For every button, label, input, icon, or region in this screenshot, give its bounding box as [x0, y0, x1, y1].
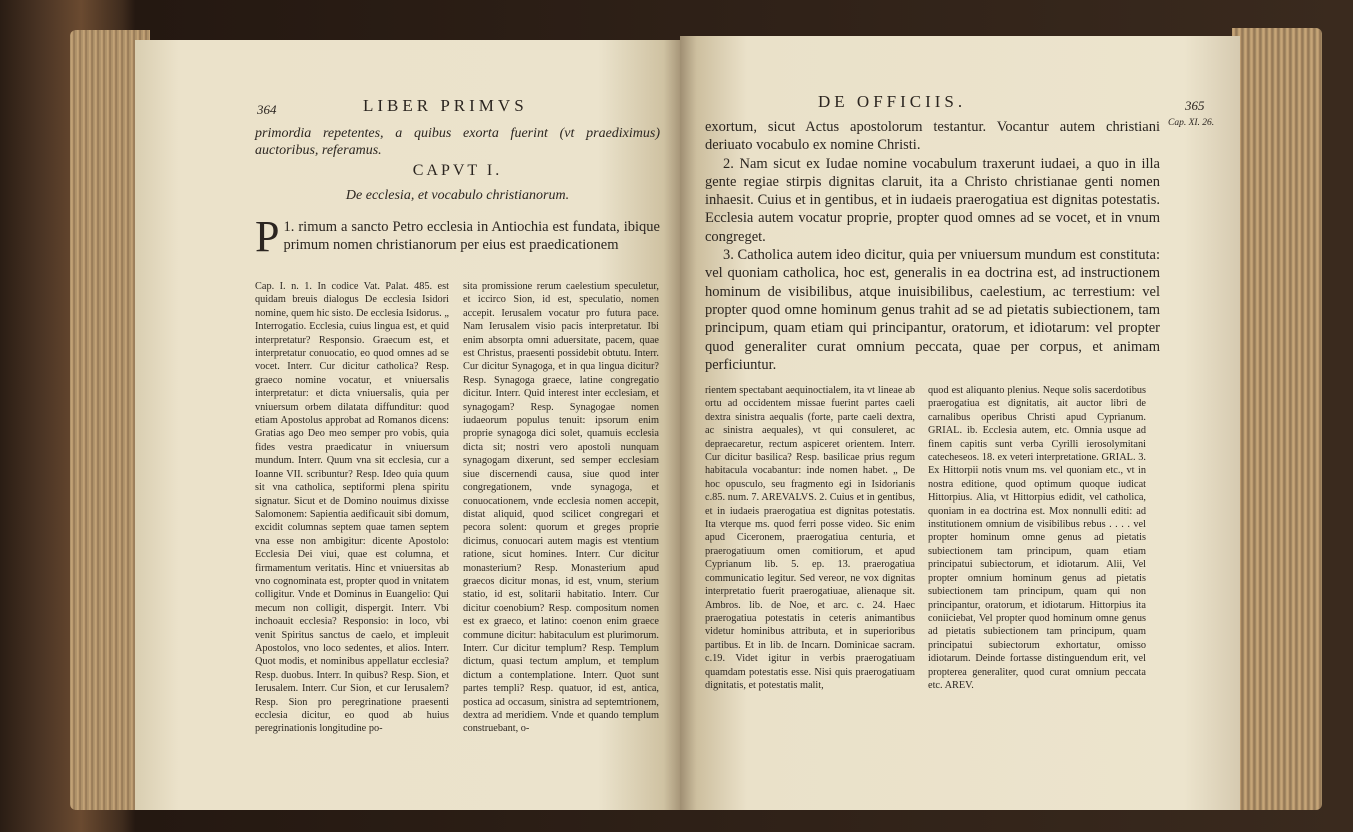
right-paragraph-1: exortum, sicut Actus apostolorum testantur. Vocantur autem christiani deriuato vocabulo ex nomine Christi. — [705, 119, 1160, 154]
right-main-text — [705, 118, 1160, 374]
right-page-number: 365 — [1185, 98, 1205, 113]
left-paragraph-1-text: 1. rimum a sancto Petro ecclesia in Antiochia est fundata, ibique primum nomen christianorum per eius est praedicationem — [283, 219, 660, 253]
left-note-column-1: Cap. I. n. 1. In codice Vat. Palat. 485. est quidam breuis dialogus De ecclesia Isidori nomine, quem hic sisto. De ecclesia Isidorus. „ Interrogatio. Ecclesia, cuius lingua est, et quid interpretatur? Responsio. Graecum est, et interpretatur conuocatio, eo quod omnes ad se vocet. Interr. Cur dicitur catholica? Resp. graeco nomine vocatur, et vniuersalis interpretatur: et dicta vniuersalis, quia per vniuersum orbem dilatata diffunditur: quod etiam Apostolus approbat ad Romanos dicens: Gratias ago Deo meo semper pro vobis, quia fides vestra praedicatur in vniuersum mundum. Interr. Quum vna sit ecclesia, cur a Ioanne VII. scribuntur? Resp. Ideo quia quum sit vna catholica, septiformi plena spiritu signatur. Sicut et de Domino nouimus dixisse Salomonem: Sapientia aedificauit sibi domum, excidit columnas septem quae tamen septem vna esse non ambigitur: dicente Apostolo: Ecclesia Dei viui, quae est columna, et firmamentum veritatis. Hinc et vniuersitas ab vno cognominata est, propter quod in vnitatem colligitur. Vnde et Dominus in Euangelio: Qui mecum non colligit, dispergit. Interr. Vbi inchoauit ecclesia? Responsio: in loco, vbi venit Spiritus sanctus de caelo, et impleuit Apostolos, vno loco sedentes, et alios. Interr. Quot modis, et nominibus appellatur ecclesia? Resp. duobus. Interr. In quibus? Resp. Sion, et Ierusalem. Interr. Cur Sion, et cur Ierusalem? Resp. Sion pro peregrinatione praesenti ecclesia dicitur, eo quod ab huius peregrinationis longitudine po- — [255, 281, 449, 735]
right-paragraph-2: 2. Nam sicut ex Iudae nomine vocabulum traxerunt iudaei, a quo in illa gente regiae stirpis dignitas claruit, ita a Christo christianae genti nomen inhaesit. Cuius et in gentibus, et in iudaeis praerogatiua est dignitas potestatis. Ecclesia autem vocatur proprie, propter quod omnes ad se vocet, et in vnum congreget. — [705, 155, 1160, 245]
right-note-column-2: quod est aliquanto plenius. Neque solis sacerdotibus praerogatiua est dignitatis, ait auctor libri de carnalibus operibus Christi apud Cyprianum. GRIAL. ib. Ecclesia autem, etc. Omnia usque ad finem capitis sunt verba Cyrilli ierosolymitani catecheseos. 18. ex veteri interpretatione. GRIAL. 3. Ex Hittorpii notis vnum ms. vel quoniam etc., vt in nostra editione, quod optimum quoque iudicat Hittorpius. Alia, vt Hittorpius edidit, vel catholica, quoniam in ea doctrina est. Mox nonnulli editi: ad institutionem omnium de visibilibus rebus . . . . vel propter hominum omne genus ad pietatis subiectionem tam principum, quam etiam principatui subiectorum, et idiotarum. Alii, Vel propter omnium hominum genus ad pietatis subiectionem tam principum, quam qui non principantur, oratorum, et idiotarum. Hittorpius ita coniiciebat, Vel propter quod hominum omne genus ad pietatis subiectionem tam principum, quam principatui subiectorum exhortatur, omisso idiotarum. Deinde fortasse distinguendum erit, vel propterea generaliter, quod curat omnium peccata etc. AREV. — [928, 385, 1146, 691]
chapter-heading: CAPVT I. — [412, 162, 503, 179]
left-running-head: LIBER PRIMVS — [363, 96, 528, 115]
chapter-side-note: Cap. XI. 26. — [1168, 118, 1215, 128]
right-page-edges — [1232, 28, 1322, 810]
chapter-subtitle: De ecclesia, et vocabulo christianorum. — [345, 188, 570, 203]
right-page — [680, 36, 1240, 810]
left-page-number: 364 — [257, 102, 277, 117]
left-page — [135, 40, 680, 810]
left-paragraph-1 — [255, 212, 660, 261]
right-running-head: DE OFFICIIS. — [818, 92, 967, 111]
intro-text: primordia repetentes, a quibus exorta fuerint (vt praediximus) auctoribus, referamus. — [255, 126, 660, 158]
right-paragraph-3: 3. Catholica autem ideo dicitur, quia per vniuersum mundum est constituta: vel quoniam catholica, hoc est, generalis in ea doctrina est, ad instructionem hominum de visibilibus, atque inuisibilibus, caelestium, ac terrestium: vel propter quod omne hominum genus trahit ad se ad pietatis subiectionem, tam principum, quam etiam qui principantur, oratorum, et idiotarum: vel propter quod generaliter curat omnium peccata, quae per corpus, et animam perficiuntur. — [705, 247, 1160, 373]
right-note-column-1: rientem spectabant aequinoctialem, ita vt lineae ab ortu ad occidentem missae fuerint partes caeli dextra sinistra aequalis (forte, parte caeli dextra, ac sinistra aequales), vt qui consuleret, ac depraecaretur, rectum aspiceret orientem. Interr. Cur dicitur basilica? Resp. basilicae prius regum habitacula vocabantur: inde nomen habet. „ De hoc opusculo, seu fragmento egi in Isidorianis c.85. num. 7. AREVALVS. 2. Cuius et in gentibus, et in iudaeis praerogatiua est dignitas potestatis. Ita vterque ms. quod ferri posse video. Sic enim apud Ciceronem, praerogatiua centuria, et praerogatiuum omen comitiorum, et apud Cyprianum lib. 5. ep. 13. praerogatiua communicatio legitur. Sed vereor, ne vox dignitas interpretatio fuerit praerogatiuae, alienaque sit. Ambros. lib. de Noe, et arc. c. 24. Haec praerogatiua potestatis in ceteris animantibus videtur hominibus attributa, et in superioribus partibus. Et in lib. de Incarn. Dominicae sacram. c.19. Videt igitur in verbis praerogatiuam quamdam potestatis esse. Nisi quis praerogatiuam dignitatis, et potestatis malit, — [705, 385, 915, 691]
drop-cap: P — [255, 212, 280, 261]
left-note-column-2: sita promissione rerum caelestium speculetur, et iccirco Sion, id est, speculatio, nomen accepit. Ierusalem vocatur pro futura pace. Nam Ierusalem visio pacis interpretatur. Ibi enim absorpta omni aduersitate, pacem, quae est Christus, praesenti possidebit obtutu. Interr. Cur dicitur Synagoga, et in qua lingua dicitur? Resp. Synagoga graece, latine congregatio dicitur. Interr. Quid interest inter ecclesiam, et synagogam? Resp. Synagogae nomen iudaeorum populus tenuit: ipsorum enim proprie synagoga dici solet, quamuis ecclesia dicta sit; nostri vero apostoli nunquam synagogam dixerunt, sed semper ecclesiam siue discernendi causa, siue quod inter congregationem, vnde synagoga, et conuocationem, vnde ecclesia nomen accepit, distat aliquid, quod scilicet congregari et pecora solent: quorum et greges proprie dicimus, conuocari autem magis est vtentium ratione, sicut homines. Interr. Cur dicitur monasterium? Resp. Monasterium apud graecos dicitur monas, id est, vnum, sterium statio, id est, solitarii habitatio. Interr. Cur dicitur coenobium? Resp. compositum nomen est ex graeco, et latino: coenon enim graece commune dicitur: habitaculum est plurimorum. Interr. Cur dicitur templum? Resp. Templum dictum, quasi tectum amplum, et templum dictum a contemplatione. Interr. Quot sunt partes templi? Resp. quatuor, id est, antica, postica ad occasum, sinistra ad septemtrionem, dextra ad meridiem. Vnde et quando templum construebant, o- — [463, 281, 659, 735]
